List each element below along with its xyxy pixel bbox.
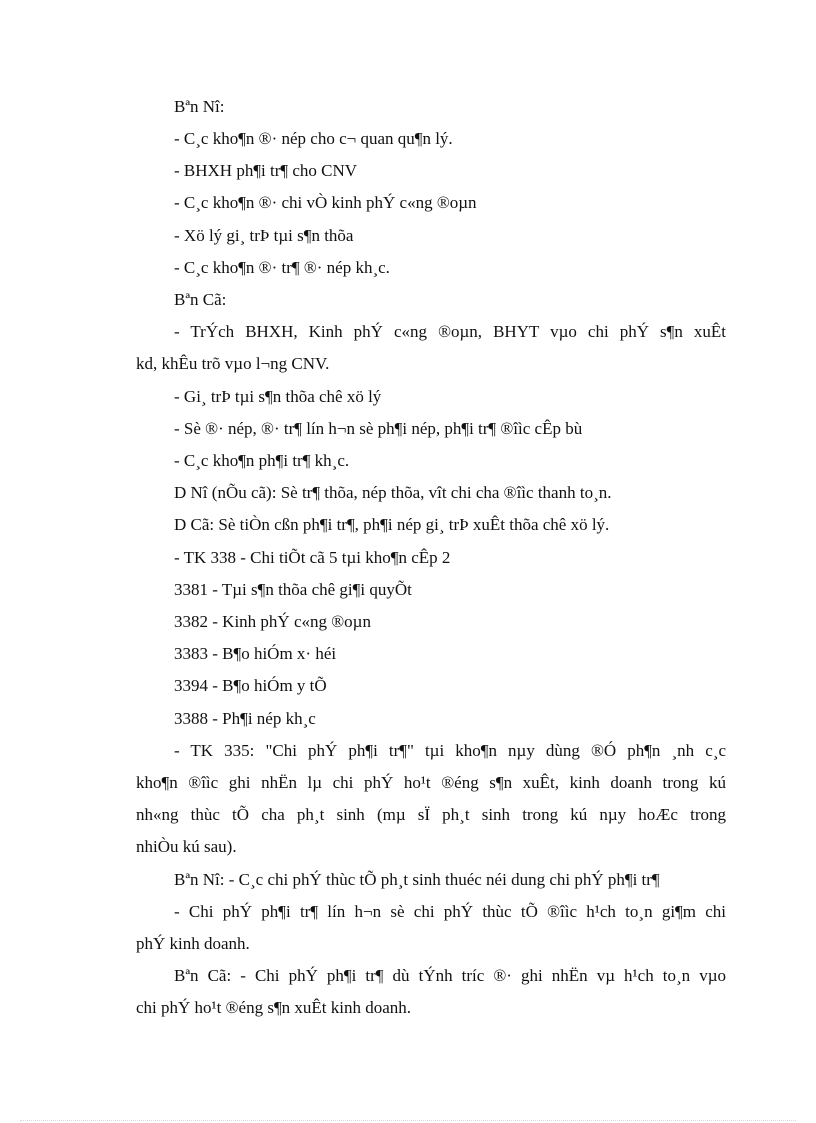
text-line: - TrÝch BHXH, Kinh phÝ c«ng ®oµn, BHYT vµo chi phÝ s¶n xuÊt — [174, 322, 726, 341]
text-line: chi phÝ ho¹t ®éng s¶n xuÊt kinh doanh. — [136, 998, 412, 1017]
text-line: - Sè ®· nép, ®· tr¶ lín h¬n sè ph¶i nép, ph¶i tr¶ ®îìc cÊp bù — [174, 419, 583, 438]
text-line: - Gi¸ trÞ tµi s¶n thõa chê xö lý — [174, 387, 382, 406]
text-line: - Xö lý gi¸ trÞ tµi s¶n thõa — [174, 226, 354, 245]
text-line: - TK 335: "Chi phÝ ph¶i tr¶" tµi kho¶n nµy dùng ®Ó ph¶n ¸nh c¸c — [174, 741, 726, 760]
text-line: nhiÒu kú sau). — [136, 837, 237, 856]
text-line: phÝ kinh doanh. — [136, 934, 250, 953]
text-line: 3394 - B¶o hiÓm y tÕ — [174, 676, 327, 695]
text-line: kd, khÊu trõ vµo l¬ng CNV. — [136, 354, 330, 373]
text-line: Bªn Nî: — [174, 97, 225, 116]
text-line: nh«ng thùc tÕ cha ph¸t sinh (mµ sÏ ph¸t sinh trong kú nµy hoÆc trong — [136, 805, 726, 824]
text-line: D Nî (nÕu cã): Sè tr¶ thõa, nép thõa, vît chi cha ®îìc thanh to¸n. — [174, 483, 612, 502]
text-line: Bªn Cã: - Chi phÝ ph¶i tr¶ dù tÝnh tríc ®· ghi nhËn vµ h¹ch to¸n vµo — [174, 966, 726, 985]
text-line: 3381 - Tµi s¶n thõa chê gi¶i quyÕt — [174, 580, 412, 599]
text-line: Bªn Nî: - C¸c chi phÝ thùc tÕ ph¸t sinh thuéc néi dung chi phÝ ph¶i tr¶ — [174, 870, 660, 889]
text-line: - Chi phÝ ph¶i tr¶ lín h¬n sè chi phÝ thùc tÕ ®îìc h¹ch to¸n gi¶m chi — [174, 902, 726, 921]
text-line: - TK 338 - Chi tiÕt cã 5 tµi kho¶n cÊp 2 — [174, 548, 451, 567]
text-line: - BHXH ph¶i tr¶ cho CNV — [174, 161, 358, 180]
text-line: - C¸c kho¶n ph¶i tr¶ kh¸c. — [174, 451, 350, 470]
text-line: 3383 - B¶o hiÓm x· héi — [174, 644, 337, 663]
text-line: D Cã: Sè tiÒn cßn ph¶i tr¶, ph¶i nép gi¸ trÞ xuÊt thõa chê xö lý. — [174, 515, 610, 534]
text-line: Bªn Cã: — [174, 290, 227, 309]
text-line: - C¸c kho¶n ®· nép cho c¬ quan qu¶n lý. — [174, 129, 453, 148]
page-bottom-divider — [20, 1120, 796, 1121]
text-line: - C¸c kho¶n ®· tr¶ ®· nép kh¸c. — [174, 258, 390, 277]
text-line: 3382 - Kinh phÝ c«ng ®oµn — [174, 612, 371, 631]
text-line: kho¶n ®îìc ghi nhËn lµ chi phÝ ho¹t ®éng s¶n xuÊt, kinh doanh trong kú — [136, 773, 726, 792]
text-line: - C¸c kho¶n ®· chi vÒ kinh phÝ c«ng ®oµn — [174, 193, 477, 212]
text-line: 3388 - Ph¶i nép kh¸c — [174, 709, 316, 728]
